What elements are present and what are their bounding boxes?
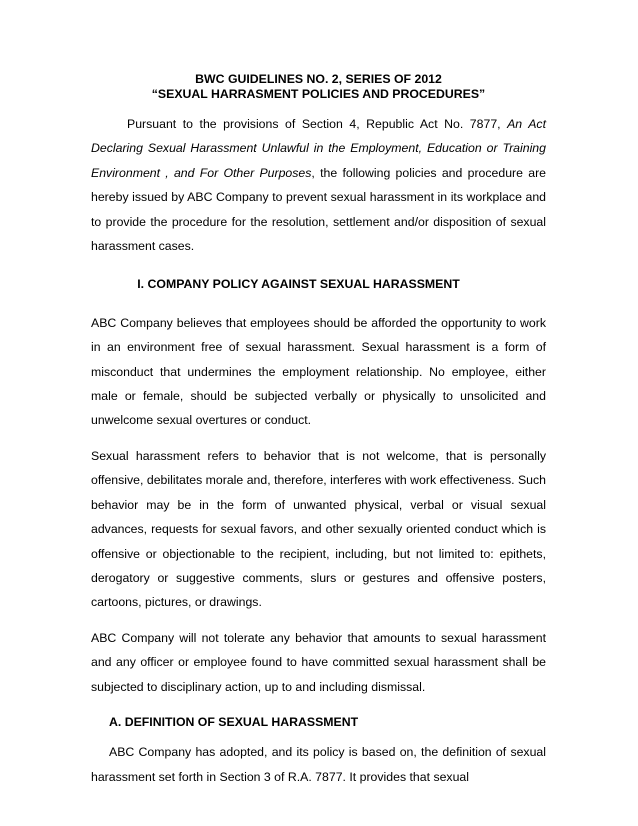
- document-title-line1: BWC GUIDELINES NO. 2, SERIES OF 2012: [195, 72, 442, 86]
- document-page: [91, 72, 546, 789]
- subsection-a-paragraph: ABC Company has adopted, and its policy is based on, the definition of sexual harassment set forth in Section 3 of R.A. 7877. It provides that sexual: [91, 745, 546, 784]
- intro-text-part2: , the following policies and procedure are hereby issued by ABC Company to prevent sexual harassment in its workplace and to provide the procedure for the resolution, settlement and/or disposition of sexual harassment cases.: [91, 165, 547, 254]
- section1-paragraph2: Sexual harassment refers to behavior that is not welcome, that is personally offensive, debilitates morale and, therefore, interferes with work effectiveness. Such behavior may be in the form of unwanted physical, verbal or visual sexual advances, requests for sexual favors, and other sexually oriented conduct which is offensive or objectionable to the recipient, including, but not limited to: epithets, derogatory or suggestive comments, slurs or gestures and offensive posters, cartoons, pictures, or drawings.: [91, 448, 546, 610]
- intro-act-title: An Act Declaring Sexual Harassment Unlawful in the Employment, Education or Training Environment , and For Other Purposes: [91, 117, 546, 180]
- section1-paragraph1: ABC Company believes that employees should be afforded the opportunity to work in an environment free of sexual harassment. Sexual harassment is a form of misconduct that undermines the employment relationship. No employee, either male or female, should be subjected verbally or physically to unsolicited and unwelcome sexual overtures or conduct.: [91, 315, 546, 428]
- intro-paragraph: [91, 112, 546, 258]
- section1-paragraph3: ABC Company will not tolerate any behavior that amounts to sexual harassment and any officer or employee found to have committed sexual harassment shall be subjected to disciplinary action, up to and including dismissal.: [91, 630, 546, 694]
- section1-heading: I. COMPANY POLICY AGAINST SEXUAL HARASSMENT: [137, 277, 460, 292]
- intro-text-part1: Pursuant to the provisions of Section 4, Republic Act No. 7877,: [127, 117, 508, 131]
- document-title-line2: “SEXUAL HARRASMENT POLICIES AND PROCEDURES”: [151, 87, 486, 101]
- subsection-a-heading: A. DEFINITION OF SEXUAL HARASSMENT: [109, 714, 359, 729]
